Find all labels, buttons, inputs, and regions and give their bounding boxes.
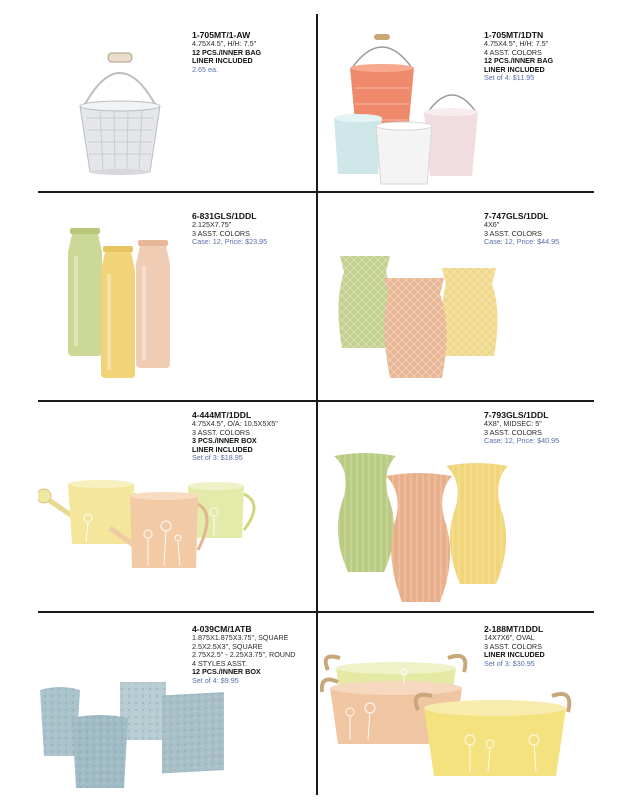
product-spec: 4X8", MIDSEC: 5" (484, 419, 542, 428)
product-sku: 6-831GLS/1DDL (192, 211, 257, 221)
product-spec: 4.75X4.5", H/H: 7.5" (484, 39, 549, 48)
product-image-white-bucket (70, 48, 170, 178)
product-pack: 12 PCS./INNER BOX (192, 667, 261, 677)
product-spec: 4 ASST. COLORS (484, 47, 542, 57)
product-sku: 7-793GLS/1DDL (484, 410, 549, 420)
product-pack: LINER INCLUDED (192, 56, 253, 66)
bottom-cell-divider (316, 612, 318, 795)
product-pack: 12 PCS./INNER BAG (192, 47, 262, 57)
row-divider (38, 191, 594, 193)
center-divider (316, 14, 318, 192)
product-sku: 4-444MT/1DDL (192, 410, 252, 420)
product-spec: 14X7X6", OVAL (484, 633, 535, 642)
product-image-diamond-vases (334, 252, 504, 382)
product-spec: 4.75X4.5", O/A: 10.5X5X5" (192, 419, 278, 428)
product-spec: 2.5X2.5X3", SQUARE (192, 641, 263, 651)
product-image-oval-tubs (320, 652, 576, 792)
product-spec: 4.75X4.5", H/H: 7.5" (192, 39, 257, 48)
product-image-cement-pots (36, 680, 236, 790)
product-sku: 1-705MT/1-AW (192, 30, 251, 40)
product-pack: LINER INCLUDED (484, 64, 545, 74)
product-price: Set of 3: $18.95 (192, 453, 243, 463)
product-price: Set of 3: $30.95 (484, 658, 535, 668)
product-sku: 4-039CM/1ATB (192, 624, 252, 634)
row-divider (38, 400, 594, 402)
product-spec: 3 ASST. COLORS (484, 228, 542, 238)
product-info (192, 30, 261, 74)
product-info (484, 211, 559, 247)
product-image-glass-bottles (62, 226, 182, 382)
product-spec: 3 ASST. COLORS (484, 427, 542, 437)
product-spec: 4X6" (484, 220, 500, 229)
product-price: 2.65 ea. (192, 64, 218, 74)
product-image-watering-cans (38, 472, 278, 576)
product-spec: 2.125X7.75" (192, 220, 232, 229)
product-spec: 4 STYLES ASST. (192, 658, 248, 668)
product-sku: 7-747GLS/1DDL (484, 211, 549, 221)
product-pack: 12 PCS./INNER BAG (484, 56, 554, 66)
product-image-pastel-buckets (330, 28, 480, 188)
product-pack: 3 PCS./INNER BOX (192, 436, 257, 446)
product-info (484, 30, 553, 83)
product-price: Case: 12, Price: $40.95 (484, 436, 560, 446)
product-info (484, 410, 559, 446)
product-price: Set of 4: $9.95 (192, 675, 239, 685)
product-image-fluted-vases (330, 452, 520, 604)
product-info (192, 410, 278, 463)
product-price: Case: 12, Price: $44.95 (484, 237, 560, 247)
product-spec: 3 ASST. COLORS (192, 427, 250, 437)
product-spec: 3 ASST. COLORS (484, 641, 542, 651)
center-divider (316, 192, 318, 612)
product-pack: LINER INCLUDED (484, 650, 545, 660)
product-sku: 2-188MT/1DDL (484, 624, 544, 634)
product-pack: LINER INCLUDED (192, 444, 253, 454)
product-info (192, 624, 295, 686)
product-info (192, 211, 267, 247)
product-price: Set of 4: $11.95 (484, 73, 535, 83)
product-sku: 1-705MT/1DTN (484, 30, 544, 40)
product-spec: 2.75X2.5" - 2.25X3.75", ROUND (192, 650, 296, 660)
product-spec: 1.875X1.875X3.75", SQUARE (192, 633, 289, 642)
product-price: Case: 12, Price: $23.95 (192, 237, 268, 247)
product-spec: 3 ASST. COLORS (192, 228, 250, 238)
